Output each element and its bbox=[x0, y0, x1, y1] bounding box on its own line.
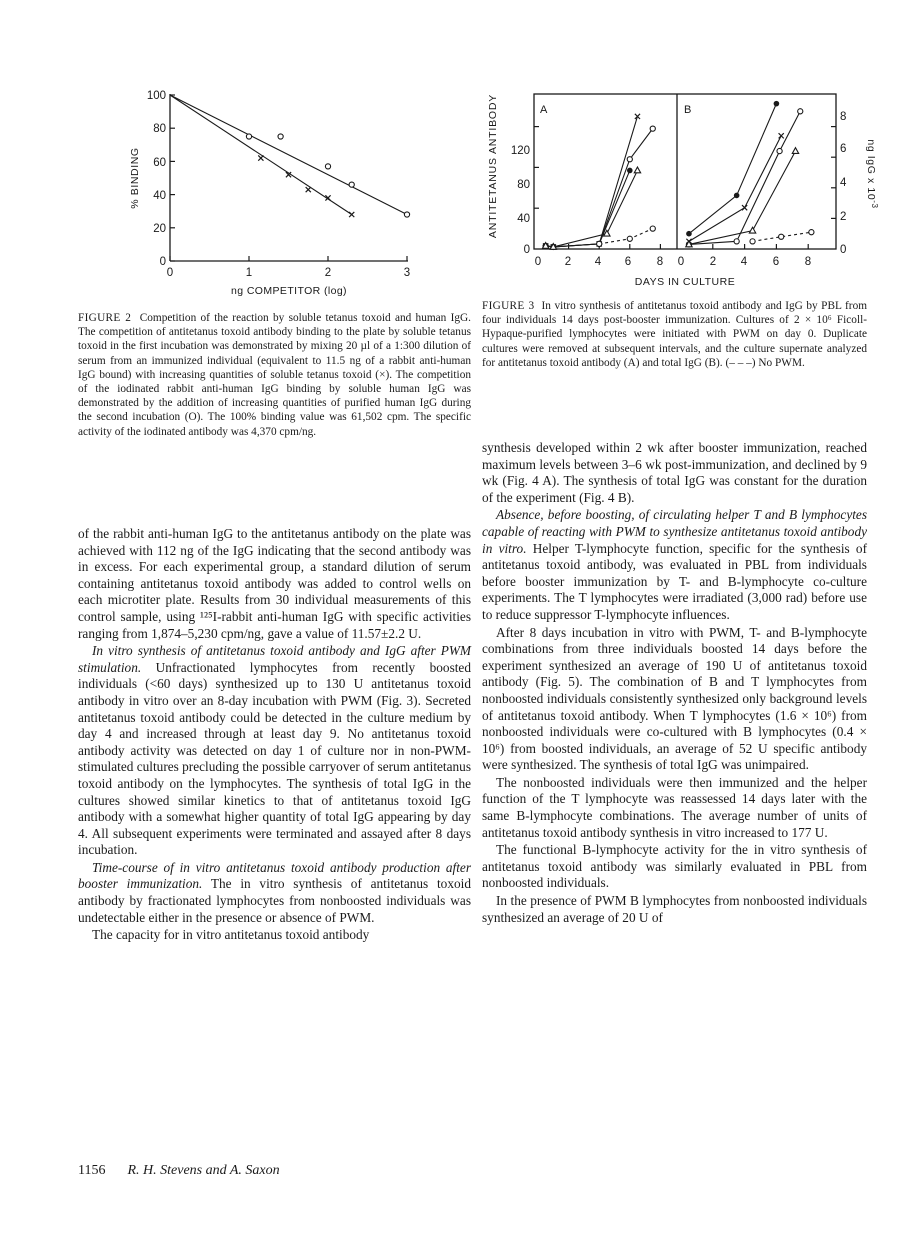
right-column-text bbox=[482, 440, 867, 926]
fig2-ytick-80: 80 bbox=[153, 123, 166, 135]
fig3-b-series-0-point-0 bbox=[686, 231, 692, 237]
fig3-a-xtick-6: 6 bbox=[624, 256, 632, 268]
fig3-right-ytick-6: 6 bbox=[840, 143, 847, 155]
fig3-b-xtick-2: 2 bbox=[709, 256, 717, 268]
fig3-a-series-4-point-1 bbox=[627, 236, 632, 241]
right-paragraph-5: The functional B-lymphocyte activity for the in vitro synthesis of antitetanus toxoid antibody was similarly evaluated in PBL from nonboosted individuals. bbox=[482, 842, 867, 891]
fig2-circle-point-4 bbox=[349, 182, 354, 187]
right-paragraph-3: After 8 days incubation in vitro with PWM, T- and B-lymphocyte combinations from three individuals boosted 14 days before the experiment synthesized an average of 190 U of antitetanus toxoid antibody (Fig. 5). The combination of B and T lymphocytes from nonboosted individuals consistently synthesized only background levels of antitetanus toxoid antibody. When T lymphocytes (1.6 × 10⁶) from nonboosted individuals were co-cultured with B lymphocytes (0.4 × 10⁶) from boosted individuals, an average of 52 U specific antibody were synthesized. The synthesis of total IgG was unimpaired. bbox=[482, 624, 867, 773]
fig3-a-series-1-point-3 bbox=[627, 157, 632, 162]
left-paragraph-1: of the rabbit anti-human IgG to the antitetanus antibody on the plate was achieved with 112 ng of the IgG indicating that the second antibody was in excess. For each experimental group, a standard dilution of serum containing antitetanus toxoid antibody was added to control wells on each microtiter plate. Results from 30 individual measurements of this control sample, using ¹²⁵I-rabbit anti-human IgG with specific activities ranging from 1,874–5,230 cpm/ng, gave a value of 11.57±2.2 U. bbox=[78, 526, 471, 641]
fig3-b-series-1-point-1 bbox=[742, 205, 747, 210]
running-authors: R. H. Stevens and A. Saxon bbox=[127, 1163, 280, 1178]
fig3-a-series-1-line bbox=[546, 129, 653, 247]
fig3-right-ytick-2: 2 bbox=[840, 211, 847, 223]
fig2-xtick-1: 1 bbox=[245, 267, 253, 279]
fig3-a-series-0-line bbox=[546, 116, 638, 247]
left-paragraph-2-heading: In vitro synthesis of antitetanus toxoid antibody and IgG after PWM stimulation. bbox=[78, 643, 471, 675]
left-paragraph-3-heading: Time-course of in vitro antitetanus toxoid antibody production after booster immunization. bbox=[78, 859, 471, 892]
right-paragraph-4: The nonboosted individuals were then immunized and the helper function of the T lymphocyte was reassessed 14 days later with the same B-lymphocyte combinations. The average number of units of antitetanus toxoid antibody synthesis in vitro increased to 177 U. bbox=[482, 774, 867, 840]
figure-2-caption-label: FIGURE 2 bbox=[78, 312, 132, 324]
fig3-ylabel-right-exp: -3 bbox=[870, 200, 879, 209]
fig3-panel-a-label: A bbox=[540, 104, 548, 116]
figure-3 bbox=[482, 84, 882, 296]
fig2-circle-point-5 bbox=[404, 212, 409, 217]
fig3-a-xtick-2: 2 bbox=[564, 256, 572, 268]
right-paragraph-2 bbox=[482, 507, 867, 623]
figure-2-caption-text: Competition of the reaction by soluble tetanus toxoid and human IgG. The competition of antitetanus toxoid antibody binding to the plate by soluble tetanus toxoid in the first incubation was demonstrated by mixing 20 µl of a 1:300 dilution of serum from an immunized individual (equivalent to 11.5 ng of a rabbit anti-human IgG bound) with increasing quantities of soluble tetanus toxoid (×). The competition of the iodinated rabbit anti-human IgG binding by soluble human IgG was demonstrated by the addition of increasing quantities of purified human IgG during the second incubation (O). The 100% binding value was 61,502 cpm. The specific activity of the iodinated antibody was 4,370 cpm/ng. bbox=[78, 312, 471, 438]
fig3-a-xtick-4: 4 bbox=[594, 256, 602, 268]
figure-3-caption-text: In vitro synthesis of antitetanus toxoid antibody and IgG by PBL from four individuals 14 days post-booster immunization. Cultures of 2 × 10⁶ Ficoll-Hypaque-purified lymphocytes were initiated with PWM on day 0. Duplicate cultures were removed at subsequent intervals, and the culture supernate analyzed for antitetanus toxoid antibody (A) and total IgG (B). (– – –) No PWM. bbox=[482, 300, 867, 369]
left-paragraph-3 bbox=[78, 860, 471, 926]
fig3-left-ytick-80: 80 bbox=[517, 179, 530, 191]
fig3-a-series-1-point-4 bbox=[650, 126, 655, 131]
fig3-b-xtick-8: 8 bbox=[804, 256, 812, 268]
fig3-b-series-0-line bbox=[689, 104, 776, 234]
figure-2-chart bbox=[78, 82, 471, 308]
page-number: 1156 bbox=[78, 1163, 106, 1178]
fig3-b-series-3-point-1 bbox=[749, 227, 755, 233]
fig3-a-series-2-line bbox=[546, 170, 630, 247]
fig3-b-series-2-point-2 bbox=[777, 148, 782, 153]
left-paragraph-3-text: The in vitro synthesis of antitetanus toxoid antibody by fractionated lymphocytes from nonboosted individuals was undetectable either in the presence or absence of PWM. bbox=[78, 876, 471, 925]
left-column-text bbox=[78, 526, 471, 944]
fig2-cross-point-1 bbox=[258, 155, 263, 160]
fig3-a-series-3-line bbox=[546, 170, 638, 247]
right-paragraph-2-text: Helper T-lymphocyte function, specific for the synthesis of antitetanus toxoid antibody, was evaluated in PBL from individuals before booster immunization by T- and B-lymphocyte co-culture experiments. The T lymphocytes were irradiated (3,000 rad) before use to reduce suppressor T-lymphocyte influences. bbox=[482, 540, 867, 622]
right-paragraph-2-heading: Absence, before boosting, of circulating helper T and B lymphocytes capable of reacting with PWM to synthesize antitetanus toxoid antibody in vitro. bbox=[482, 507, 867, 556]
fig2-cross-point-5 bbox=[349, 212, 354, 217]
fig2-cross-point-3 bbox=[306, 187, 311, 192]
fig3-left-ytick-120: 120 bbox=[510, 145, 530, 157]
fig2-ytick-60: 60 bbox=[153, 157, 166, 169]
right-paragraph-1: synthesis developed within 2 wk after booster immunization, reached maximum levels between 3–6 wk post-immunization, and declined by 9 wk (Fig. 4 A). The synthesis of total IgG was constant for the duration of the experiment (Fig. 4 B). bbox=[482, 440, 867, 505]
fig2-cross-fit-line bbox=[170, 95, 352, 215]
fig2-ytick-0: 0 bbox=[159, 256, 166, 268]
fig3-a-series-4-point-0 bbox=[597, 241, 602, 246]
fig3-b-xtick-0: 0 bbox=[677, 256, 685, 268]
left-paragraph-2-text: Unfractionated lymphocytes from recently boosted individuals (<60 days) synthesized up to 130 U antitetanus toxoid antibody in vitro over an 8-day incubation with PWM (Fig. 3). Secreted antitetanus toxoid antibody could be detected in the culture medium by day 4 and increased through at least day 9. No antitetanus toxoid antibody activity was detected on day 1 of culture nor in non-PWM-stimulated cultures precluding the possible carryover of serum antitetanus toxoid antibody on the lymphocytes. The synthesis of total IgG in the cultures showed similar kinetics to that of antitetanus toxoid IgG antibody with a somewhat higher quantity of total IgG appearing by day 4. All subsequent experiments were terminated and assayed after 8 days incubation. bbox=[78, 659, 471, 858]
fig3-b-series-2-point-3 bbox=[798, 109, 803, 114]
fig3-ylabel-left: ANTITETANUS ANTIBODY bbox=[487, 93, 499, 239]
fig2-xtick-2: 2 bbox=[324, 267, 332, 279]
fig3-xlabel: DAYS IN CULTURE bbox=[634, 276, 736, 288]
fig3-a-series-4-point-2 bbox=[650, 226, 655, 231]
fig2-xtick-3: 3 bbox=[403, 267, 411, 279]
figure-3-chart bbox=[482, 84, 882, 296]
page-footer bbox=[78, 1163, 478, 1179]
fig3-a-xtick-0: 0 bbox=[534, 256, 542, 268]
figure-2-caption bbox=[78, 311, 471, 439]
fig2-xtick-0: 0 bbox=[166, 267, 174, 279]
fig3-a-series-3-point-3 bbox=[634, 167, 640, 173]
fig3-b-series-1-point-2 bbox=[779, 133, 784, 138]
fig2-circle-point-2 bbox=[278, 134, 283, 139]
fig3-right-ytick-4: 4 bbox=[840, 177, 847, 189]
fig3-b-series-2-point-1 bbox=[734, 239, 739, 244]
fig3-a-xtick-8: 8 bbox=[656, 256, 664, 268]
fig2-circle-point-1 bbox=[246, 134, 251, 139]
fig3-right-ytick-0: 0 bbox=[840, 244, 847, 256]
fig3-ylabel-right-base: ng IgG x 10 bbox=[865, 139, 877, 201]
fig3-b-xtick-4: 4 bbox=[740, 256, 748, 268]
fig2-ytick-40: 40 bbox=[153, 190, 166, 202]
right-paragraph-6: In the presence of PWM B lymphocytes from nonboosted individuals synthesized an average of 20 U of bbox=[482, 893, 867, 925]
fig2-ytick-20: 20 bbox=[153, 223, 166, 235]
fig2-circle-point-3 bbox=[325, 164, 330, 169]
figure-2 bbox=[78, 82, 471, 308]
fig3-b-series-3-point-2 bbox=[792, 148, 798, 154]
fig3-b-series-4-point-1 bbox=[779, 234, 784, 239]
fig3-left-ytick-40: 40 bbox=[517, 213, 530, 225]
fig3-b-series-0-point-1 bbox=[734, 193, 740, 199]
fig3-b-series-4-point-0 bbox=[750, 239, 755, 244]
fig2-ytick-100: 100 bbox=[146, 90, 166, 102]
left-paragraph-2 bbox=[78, 643, 471, 859]
fig2-xlabel: ng COMPETITOR (log) bbox=[231, 285, 347, 297]
fig2-ylabel: % BINDING bbox=[129, 147, 141, 209]
fig3-b-series-4-point-2 bbox=[809, 230, 814, 235]
figure-3-caption bbox=[482, 299, 867, 370]
fig3-b-series-1-line bbox=[689, 136, 781, 242]
left-paragraph-4: The capacity for in vitro antitetanus toxoid antibody bbox=[92, 927, 370, 943]
fig3-right-ytick-8: 8 bbox=[840, 111, 847, 123]
fig3-ylabel-right bbox=[865, 139, 879, 208]
fig3-b-series-0-point-2 bbox=[774, 101, 780, 107]
fig3-b-xtick-6: 6 bbox=[772, 256, 780, 268]
figure-3-caption-label: FIGURE 3 bbox=[482, 300, 535, 312]
fig3-a-series-2-point-3 bbox=[627, 168, 633, 174]
fig3-panel-b-label: B bbox=[684, 104, 692, 116]
fig3-left-ytick-0: 0 bbox=[523, 244, 530, 256]
fig2-circle-fit-line bbox=[170, 95, 407, 215]
